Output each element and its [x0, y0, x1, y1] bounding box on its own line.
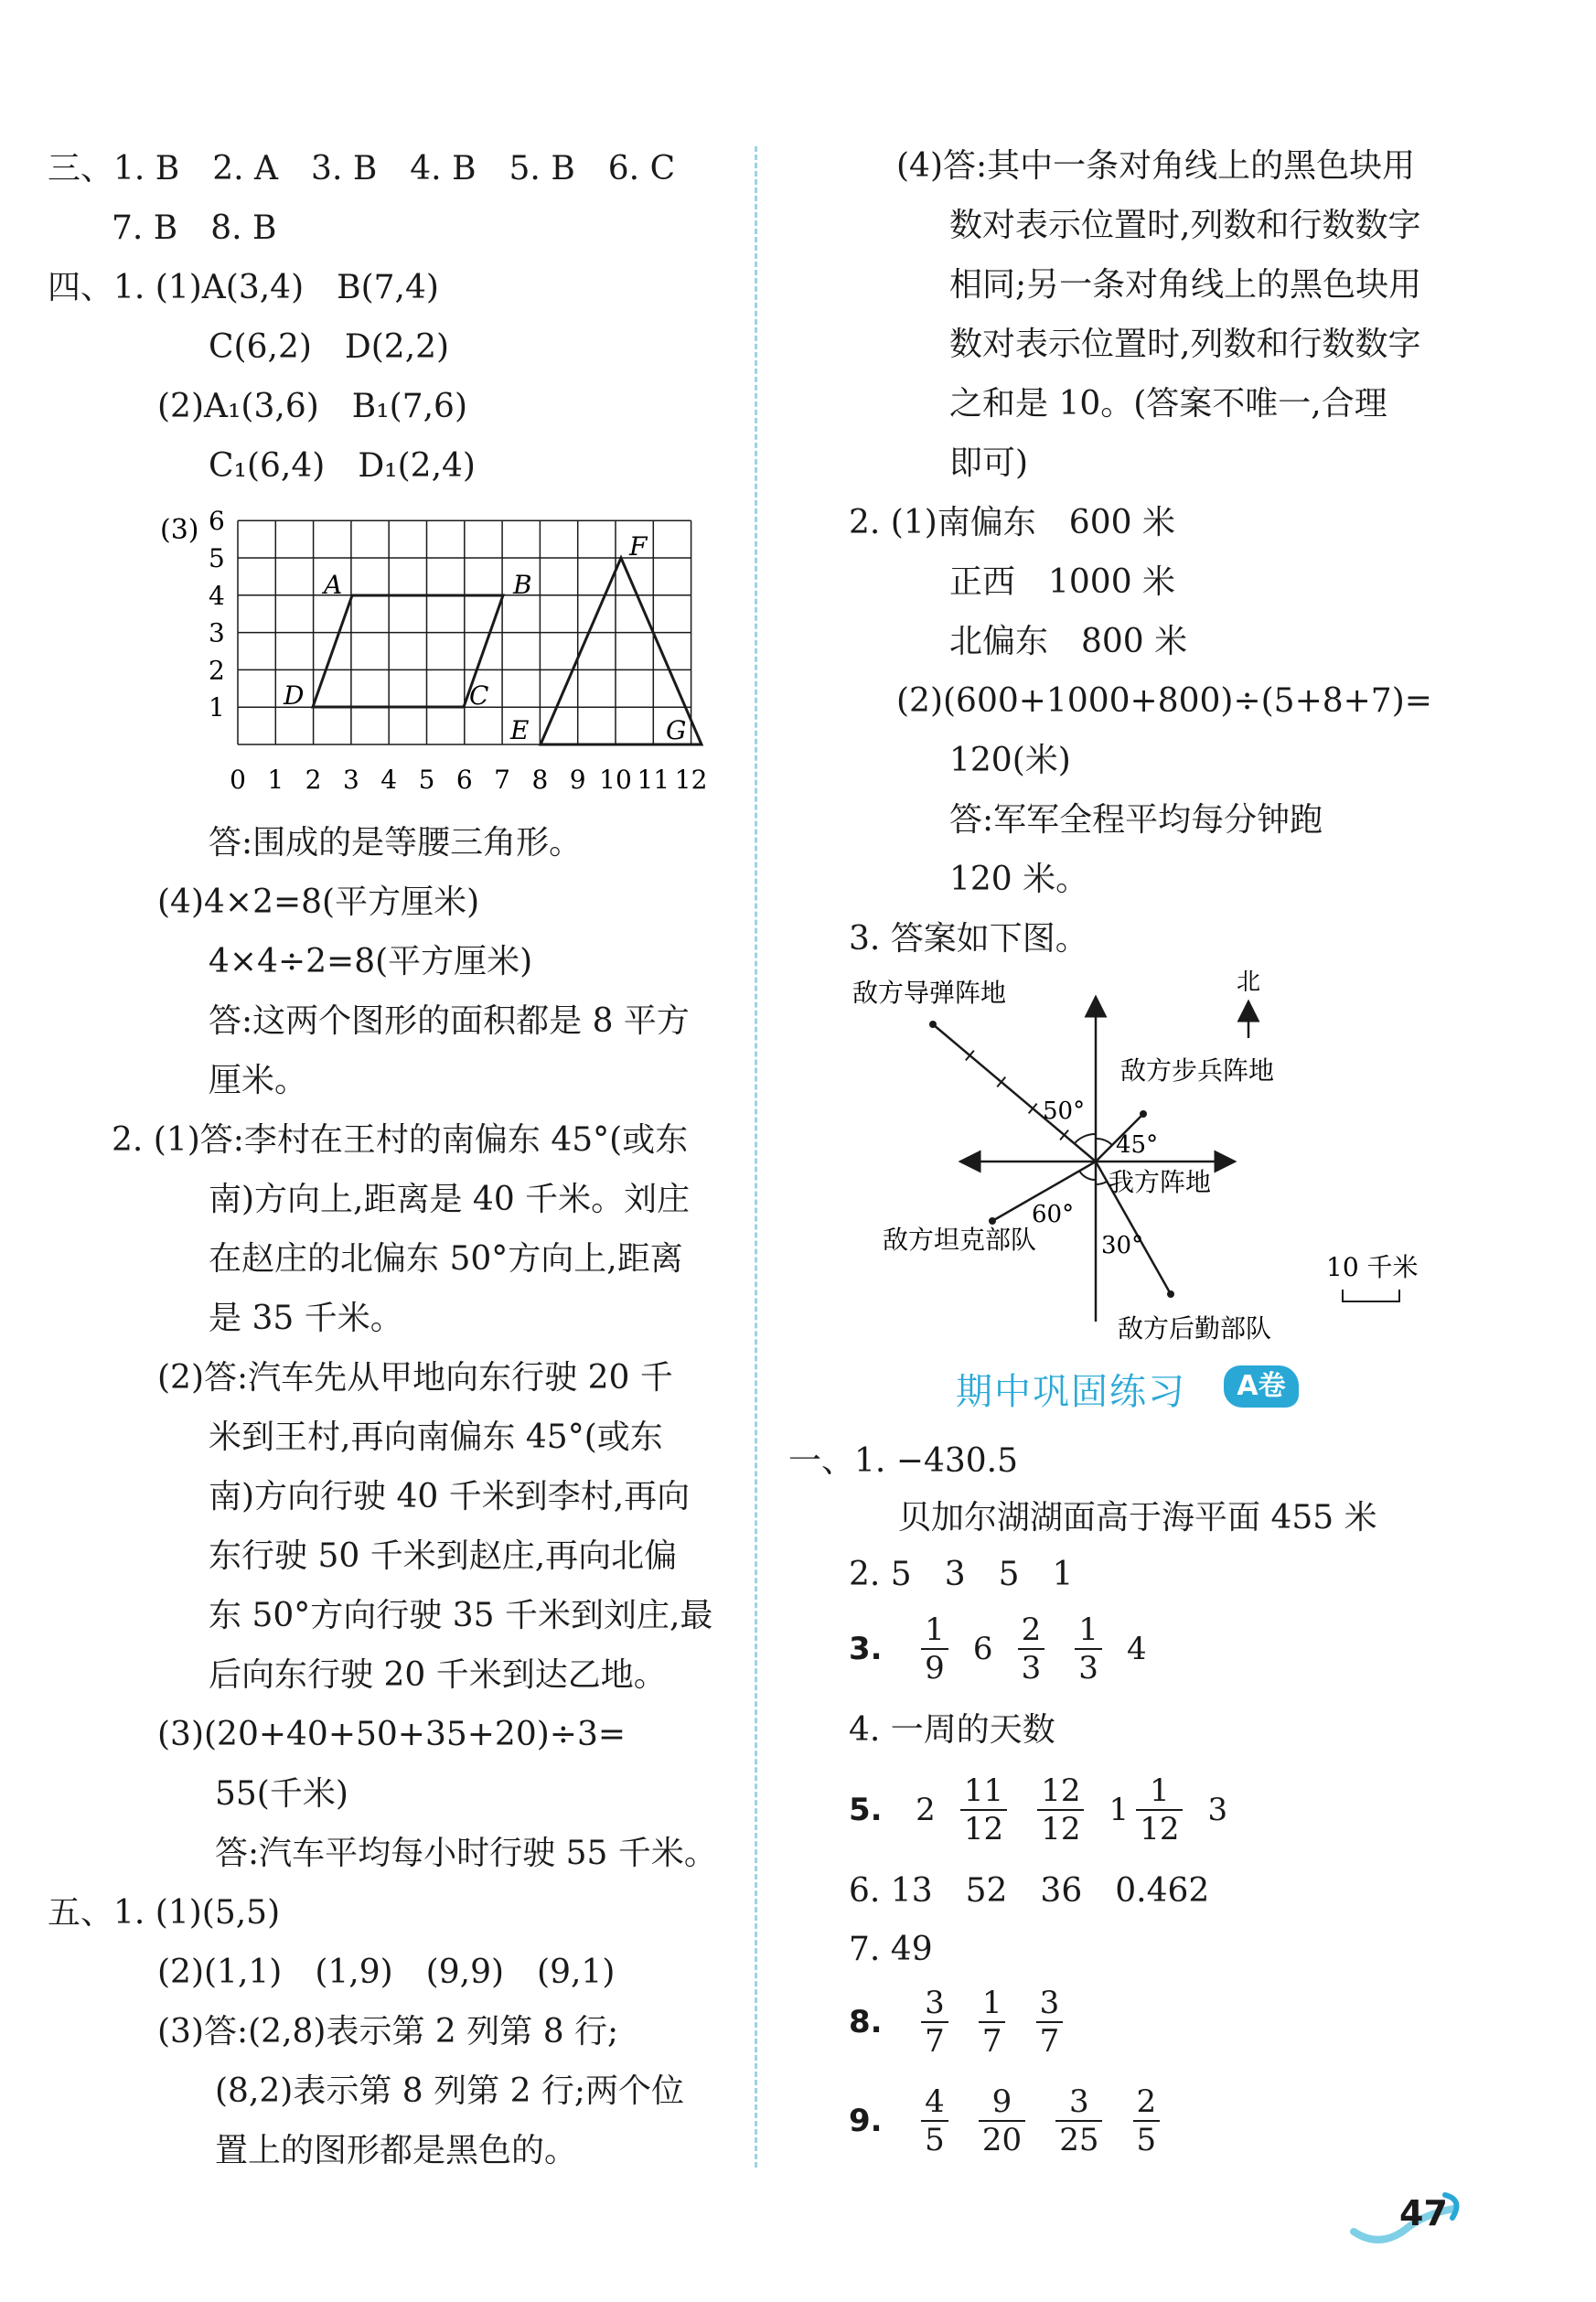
x-tick-label: 2	[305, 765, 322, 795]
angle-arc	[1096, 1139, 1112, 1145]
angle-label: 60°	[1032, 1201, 1075, 1228]
x-tick-label: 11	[637, 765, 670, 795]
answer-line: (2)答:汽车先从甲地向东行驶 20 千	[157, 1359, 673, 1397]
answer-line: 东行驶 50 千米到赵庄,再向北偏	[209, 1537, 678, 1575]
fraction-line-q3	[849, 1611, 1154, 1686]
fraction-line-q8	[849, 1985, 1076, 2060]
section-title: 期中巩固练习	[956, 1371, 1186, 1413]
answer-line: (3)答:(2,8)表示第 2 列第 8 行;	[157, 2013, 619, 2050]
whole-number: 6	[972, 1631, 993, 1667]
question-number: 3.	[849, 1631, 883, 1667]
answer-line: 答:围成的是等腰三角形。	[209, 824, 583, 862]
fraction: $\frac{3}{7}$	[921, 1985, 948, 2060]
answer-line: 南)方向上,距离是 40 千米。刘庄	[209, 1181, 691, 1218]
answer-line: 数对表示位置时,列数和行数数字	[949, 207, 1421, 244]
answer-line: 东 50°方向行驶 35 千米到刘庄,最	[209, 1597, 713, 1634]
fraction-line-q5	[849, 1772, 1235, 1847]
answer-line: 厘米。	[209, 1062, 308, 1099]
answer-line: 7. B 8. B	[112, 209, 277, 247]
answer-line: C(6,2) D(2,2)	[209, 328, 450, 366]
x-tick-label: 9	[569, 765, 586, 795]
answer-line: 一、1. −430.5	[788, 1442, 1019, 1480]
x-tick-label: 0	[230, 765, 246, 795]
coordinate-grid	[155, 508, 741, 800]
answer-line: (4)4×2=8(平方厘米)	[157, 883, 480, 921]
answer-line: 置上的图形都是黑色的。	[215, 2132, 578, 2169]
x-tick-label: 7	[494, 765, 511, 795]
answer-line: 3. 答案如下图。	[849, 920, 1088, 958]
whole-number: 2	[916, 1792, 936, 1828]
north-label: 北	[1237, 969, 1261, 996]
y-tick-labels	[209, 508, 225, 723]
answer-line: 7. 49	[849, 1931, 933, 1968]
y-tick-label: 5	[209, 543, 225, 573]
answer-line: 四、1. (1)A(3,4) B(7,4)	[48, 269, 439, 306]
answer-line: 6. 13 52 36 0.462	[849, 1872, 1210, 1910]
scale-bar	[1343, 1290, 1399, 1301]
answer-line: 4. 一周的天数	[849, 1711, 1055, 1749]
answer-line: 答:军军全程平均每分钟跑	[949, 801, 1323, 839]
grid-lines	[238, 520, 691, 744]
y-tick-label: 3	[209, 617, 225, 648]
fraction: $\frac{1}{12}$	[1136, 1772, 1183, 1847]
answer-line: (2)A₁(3,6) B₁(7,6)	[157, 388, 467, 425]
x-tick-label: 10	[599, 765, 632, 795]
y-tick-label: 1	[209, 692, 225, 723]
x-tick-label: 5	[418, 765, 435, 795]
answer-line: 2. (1)答:李村在王村的南偏东 45°(或东	[112, 1121, 689, 1159]
angle-arc	[1075, 1134, 1096, 1143]
answer-line: (2)(600+1000+800)÷(5+8+7)=	[896, 682, 1432, 720]
x-tick-label: 3	[342, 765, 359, 795]
point-label-a: A	[324, 570, 343, 600]
x-tick-labels	[230, 765, 707, 795]
point-label-e: E	[510, 715, 530, 745]
answer-line: 2. 5 3 5 1	[849, 1556, 1074, 1593]
answer-line: 2. (1)南偏东 600 米	[849, 504, 1175, 541]
y-tick-label: 6	[209, 508, 225, 537]
fraction: $\frac{2}{5}$	[1133, 2083, 1161, 2158]
x-tick-label: 6	[455, 765, 473, 795]
x-tick-label: 12	[674, 765, 708, 795]
answer-line: 在赵庄的北偏东 50°方向上,距离	[209, 1240, 683, 1278]
point-label-g: G	[666, 715, 687, 745]
answer-line: 120(米)	[949, 742, 1071, 779]
answer-line: 北偏东 800 米	[949, 623, 1188, 660]
answer-line: C₁(6,4) D₁(2,4)	[209, 447, 476, 485]
angle-label: 45°	[1116, 1131, 1159, 1159]
fraction: $\frac{1}{7}$	[979, 1985, 1006, 2060]
point-label-c: C	[469, 680, 489, 711]
direction-diagram	[841, 960, 1463, 1344]
point-label-b: B	[513, 570, 532, 600]
answer-line: 答:汽车平均每小时行驶 55 千米。	[215, 1835, 717, 1872]
answer-line: 正西 1000 米	[949, 563, 1176, 601]
answer-line: 之和是 10。(答案不唯一,合理	[949, 385, 1387, 423]
fraction-line-q9	[849, 2083, 1173, 2158]
y-tick-label: 2	[209, 655, 225, 686]
column-divider	[755, 146, 757, 2168]
grid-prefix: (3)	[160, 514, 199, 546]
ours-label: 我方阵地	[1109, 1167, 1212, 1197]
answer-line: (8,2)表示第 8 列第 2 行;两个位	[215, 2072, 685, 2110]
answer-line: 数对表示位置时,列数和行数数字	[949, 326, 1421, 363]
question-number: 5.	[849, 1792, 883, 1828]
x-tick-label: 4	[380, 765, 398, 795]
fraction: $\frac{3}{7}$	[1036, 1985, 1064, 2060]
whole-number: 1	[1109, 1792, 1130, 1828]
infantry-label: 敌方步兵阵地	[1120, 1055, 1275, 1086]
fraction: $\frac{4}{5}$	[921, 2083, 948, 2158]
missile-label: 敌方导弹阵地	[852, 978, 1007, 1008]
fraction: $\frac{3}{25}$	[1055, 2083, 1102, 2158]
section-tag: A卷	[1224, 1365, 1299, 1408]
fraction: $\frac{2}{3}$	[1018, 1611, 1045, 1686]
answer-line: 答:这两个图形的面积都是 8 平方	[209, 1002, 690, 1040]
answer-line: 米到王村,再向南偏东 45°(或东	[209, 1419, 663, 1456]
answer-line: 120 米。	[949, 861, 1089, 898]
answer-line: 相同;另一条对角线上的黑色块用	[949, 266, 1422, 304]
page-number: 47	[1399, 2193, 1448, 2233]
x-tick-label: 8	[531, 765, 549, 795]
angle-label: 30°	[1101, 1232, 1144, 1259]
answer-line: 三、1. B 2. A 3. B 4. B 5. B 6. C	[48, 150, 676, 187]
answer-line: 南)方向行驶 40 千米到李村,再向	[209, 1478, 691, 1515]
angle-label: 50°	[1043, 1097, 1086, 1125]
fraction: $\frac{1}{9}$	[921, 1611, 948, 1686]
angle-arc	[1079, 1171, 1096, 1180]
fraction: $\frac{1}{3}$	[1075, 1611, 1102, 1686]
scale-label: 10 千米	[1326, 1252, 1419, 1282]
fraction: $\frac{9}{20}$	[979, 2083, 1025, 2158]
answer-line: 即可)	[949, 444, 1029, 482]
answer-line: (2)(1,1) (1,9) (9,9) (9,1)	[157, 1954, 616, 1991]
point-label-f: F	[629, 531, 648, 562]
x-tick-label: 1	[267, 765, 284, 795]
answer-line: 五、1. (1)(5,5)	[48, 1894, 281, 1932]
y-tick-label: 4	[209, 580, 225, 611]
whole-number: 4	[1127, 1631, 1147, 1667]
missile-line	[933, 1024, 1096, 1162]
question-number: 9.	[849, 2103, 883, 2139]
answer-line: 4×4÷2=8(平方厘米)	[209, 943, 533, 980]
answer-line: 55(千米)	[215, 1775, 348, 1813]
point-label-d: D	[284, 680, 305, 711]
logistics-label: 敌方后勤部队	[1118, 1313, 1272, 1344]
fraction: $\frac{11}{12}$	[960, 1772, 1007, 1847]
answer-line: 后向东行驶 20 千米到达乙地。	[209, 1656, 667, 1694]
answer-line: 贝加尔湖湖面高于海平面 455 米	[898, 1499, 1377, 1536]
answer-line: 是 35 千米。	[209, 1300, 403, 1337]
answer-line: (4)答:其中一条对角线上的黑色块用	[896, 147, 1416, 185]
answer-line: (3)(20+40+50+35+20)÷3=	[157, 1716, 627, 1753]
whole-number: 3	[1207, 1792, 1228, 1828]
angle-arc	[1096, 1182, 1107, 1184]
tank-label: 敌方坦克部队	[883, 1225, 1037, 1255]
question-number: 8.	[849, 2004, 883, 2040]
fraction: $\frac{12}{12}$	[1037, 1772, 1084, 1847]
